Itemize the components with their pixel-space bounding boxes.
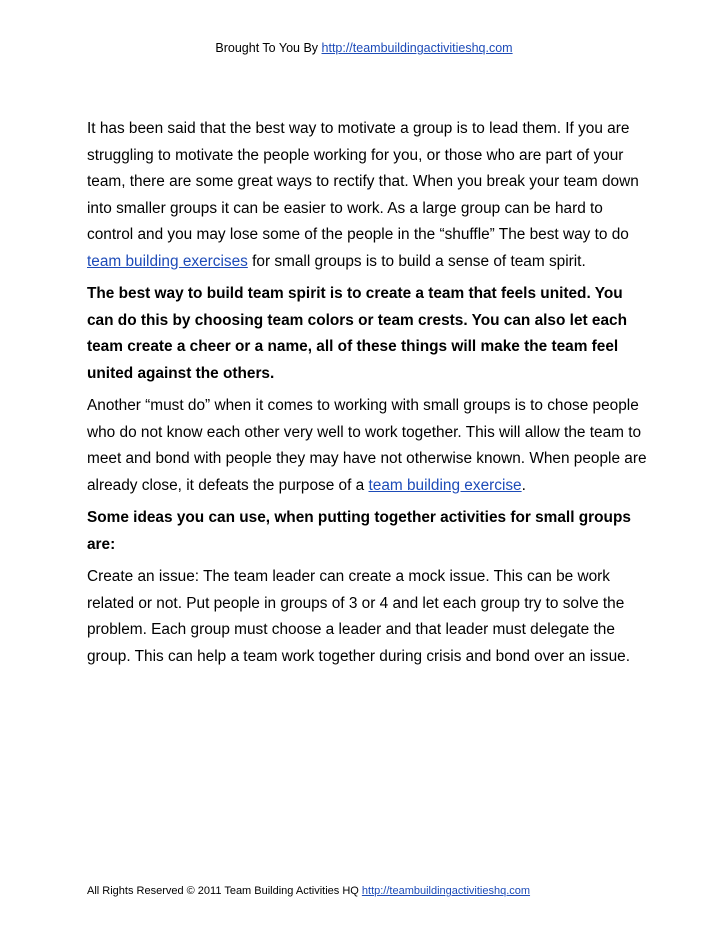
paragraph-team-spirit: The best way to build team spirit is to create a team that feels united. You can do this by choosing team colors or team crests. You can also let each team create a cheer or a name, all of these things will make the team feel united against the others. xyxy=(87,285,627,382)
header-text: Brought To You By xyxy=(215,41,322,55)
paragraph-intro xyxy=(87,116,653,275)
page-header xyxy=(0,40,728,56)
paragraph-must-do xyxy=(87,393,653,499)
paragraph-intro-text-b: for small groups is to build a sense of team spirit. xyxy=(247,252,586,270)
page-footer xyxy=(87,884,530,898)
team-building-exercise-link[interactable]: team building exercise xyxy=(368,476,522,494)
header-link[interactable]: http://teambuildingactivitieshq.com xyxy=(321,41,513,55)
document-body xyxy=(87,116,653,676)
footer-link[interactable]: http://teambuildingactivitieshq.com xyxy=(361,885,531,897)
paragraph-must-do-text-b: . xyxy=(521,476,526,494)
team-building-exercises-link[interactable]: team building exercises xyxy=(87,252,248,270)
footer-text: All Rights Reserved © 2011 Team Building Activities HQ xyxy=(87,885,362,897)
paragraph-ideas-heading: Some ideas you can use, when putting together activities for small groups are: xyxy=(87,509,631,553)
paragraph-create-issue: Create an issue: The team leader can create a mock issue. This can be work related or not. Put people in groups of 3 or 4 and let each group try to solve the problem. Each group must choose a leader and that leader must delegate the group. This can help a team work together during crisis and bond over an issue. xyxy=(87,568,630,665)
paragraph-intro-text-a: It has been said that the best way to motivate a group is to lead them. If you are struggling to motivate the people working for you, or those who are part of your team, there are some great ways to rectify that. When you break your team down into smaller groups it can be easier to work. As a large group can be hard to control and you may lose some of the people in the “shuffle” The best way to do xyxy=(87,120,639,243)
paragraph-must-do-text-a: Another “must do” when it comes to working with small groups is to chose people who do not know each other very well to work together. This will allow the team to meet and bond with people they may have not otherwise known. When people are already close, it defeats the purpose of a xyxy=(87,397,647,494)
